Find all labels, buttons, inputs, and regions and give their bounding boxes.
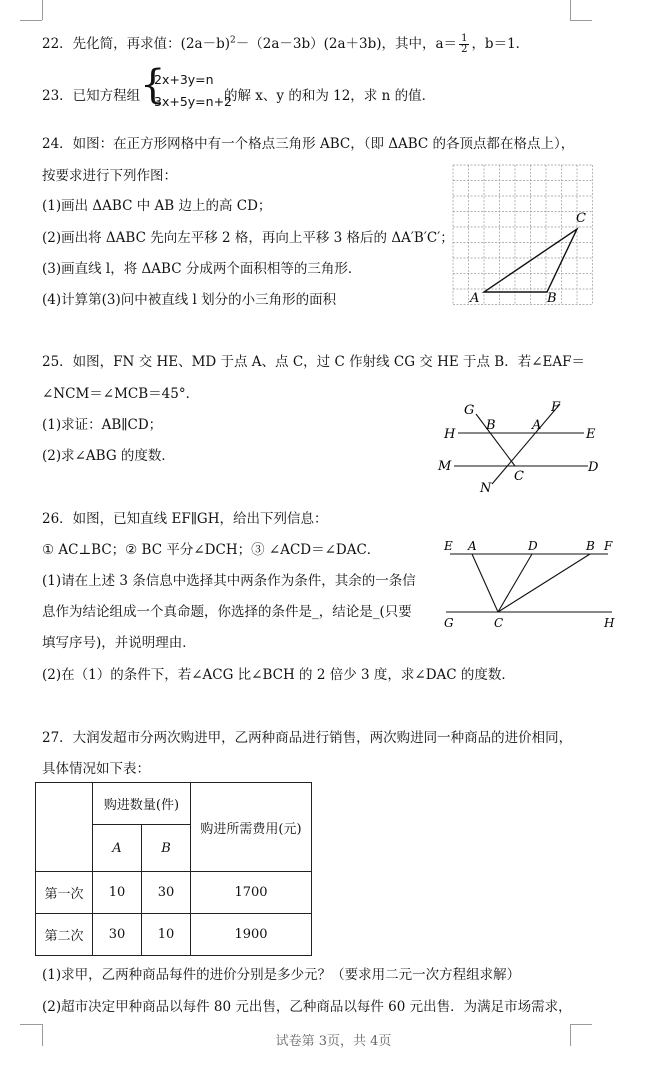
crop-mark-bottom-right-h [570, 1024, 592, 1025]
crop-mark-top-right-v [570, 0, 571, 20]
q26-line6: (2)在（1）的条件下，若∠ACG 比∠BCH 的 2 倍少 3 度，求∠DAC 的度数． [42, 667, 515, 683]
q27-item-2: (2)超市决定甲种商品以每件 80 元出售，乙种商品以每件 60 元出售．为满足市场需求， [42, 999, 572, 1015]
q27-line1: 27．大润发超市分两次购进甲，乙两种商品进行销售，两次购进同一种商品的进价相同， [42, 730, 573, 746]
q24-grid [453, 165, 593, 305]
q22-exponent: 2 [230, 35, 236, 46]
q25-label-b: B [486, 418, 496, 433]
q23-brace: { [140, 62, 166, 108]
table-row-label: 第二次 [36, 914, 93, 956]
q24-item-4: (4)计算第(3)问中被直线 l 划分的小三角形的面积 [42, 292, 337, 308]
q25-label-f: F [551, 400, 561, 415]
line-fn [492, 404, 560, 484]
q27-line2: 具体情况如下表： [42, 761, 150, 777]
q25-label-a: A [532, 418, 542, 433]
q26-line2: ① AC⊥BC；② BC 平分∠DCH；③ ∠ACD＝∠DAC． [42, 542, 381, 558]
q24-grid-figure [450, 162, 595, 307]
q26-line1: 26．如图，已知直线 EF∥GH，给出下列信息： [42, 511, 328, 527]
q24-item-2: (2)画出将 ΔABC 先向左平移 2 格，再向上平移 3 格后的 ΔA′B′C′； [42, 230, 454, 246]
table-header-cost: 购进所需费用(元) [191, 783, 312, 872]
q23-eq1: 2x+3y=n [154, 72, 214, 87]
table-cell-a: 30 [93, 914, 142, 956]
q22-fraction [459, 34, 469, 55]
q26-label-d: D [528, 539, 538, 553]
q24-item-3: (3)画直线 l，将 ΔABC 分成两个面积相等的三角形． [42, 261, 362, 277]
q26-label-b: B [586, 539, 595, 553]
q26-label-a: A [468, 539, 477, 553]
q22-text-mid: －（2a－3b）(2a＋3b)，其中，a＝ [235, 36, 458, 52]
q24-label-a: A [470, 291, 480, 306]
table-cell-a: 10 [93, 872, 142, 914]
table-row [36, 872, 312, 914]
q22-frac-num: 1 [461, 33, 468, 44]
q25-item-2: (2)求∠ABG 的度数． [42, 448, 175, 464]
q22-text-before: 22．先化简，再求值：(2a－b) [42, 36, 230, 52]
table-cell-cost: 1900 [191, 914, 312, 956]
q23-prefix: 23．已知方程组 [42, 88, 141, 104]
q24-label-b: B [547, 291, 557, 306]
table-col-a: A [93, 825, 142, 872]
segment-bc [498, 554, 590, 612]
q25-label-h: H [444, 427, 456, 442]
q22-frac-den: 2 [461, 44, 468, 55]
q25-label-c: C [514, 469, 524, 484]
q27-item-1: (1)求甲，乙两种商品每件的进价分别是多少元？（要求用二元一次方程组求解） [42, 967, 521, 983]
q26-label-e: E [444, 539, 453, 553]
q25-line1: 25．如图，FN 交 HE、MD 于点 A、点 C，过 C 作射线 CG 交 HE 于点 B．若∠EAF＝ [42, 354, 585, 370]
crop-mark-top-left-v [42, 0, 43, 20]
q23-suffix: 的解 x、y 的和为 12，求 n 的值． [224, 88, 436, 104]
crop-mark-bottom-left-h [20, 1024, 42, 1025]
question-23 [42, 62, 602, 114]
q25-label-m: M [438, 459, 452, 474]
q23-eq2: 3x+5y=n+2 [154, 94, 232, 109]
q27-purchase-table [35, 782, 312, 956]
q26-label-h: H [604, 616, 615, 630]
table-cell-b: 30 [142, 872, 191, 914]
table-header-qty: 购进数量(件) [93, 783, 191, 825]
q25-label-g: G [464, 403, 475, 418]
triangle-abc [484, 229, 577, 292]
q25-line2: ∠NCM＝∠MCB＝45°． [42, 386, 200, 402]
page-footer: 试卷第 3页，共 4页 [275, 1034, 392, 1049]
q25-label-e: E [586, 427, 596, 442]
q26-line5: 填写序号)，并说明理由． [42, 635, 196, 651]
q25-label-n: N [480, 481, 492, 496]
q25-figure [432, 398, 607, 496]
table-row [36, 914, 312, 956]
q26-label-f: F [604, 539, 613, 553]
q25-label-d: D [588, 460, 599, 475]
q22-text-after: ，b＝1． [471, 36, 530, 52]
q26-line3: (1)请在上述 3 条信息中选择其中两条作为条件，其余的一条信 [42, 573, 416, 589]
q26-line4: 息作为结论组成一个真命题，你选择的条件是_，结论是_(只要 [42, 604, 412, 620]
table-cell-b: 10 [142, 914, 191, 956]
q26-label-g: G [444, 616, 454, 630]
question-22 [42, 32, 529, 55]
table-corner-cell [36, 783, 93, 872]
q26-label-c: C [494, 616, 504, 630]
crop-mark-top-left-h [20, 20, 42, 21]
q24-intro: 24．如图：在正方形网格中有一个格点三角形 ABC，（即 ΔABC 的各顶点都在格点上）， [42, 136, 575, 152]
segment-ac [472, 554, 498, 612]
q26-figure [440, 536, 620, 632]
segment-dc [498, 554, 532, 612]
q24-item-1: (1)画出 ΔABC 中 AB 边上的高 CD； [42, 198, 272, 214]
q24-label-c: C [576, 211, 586, 226]
table-col-b: B [142, 825, 191, 872]
q25-item-1: (1)求证：AB∥CD； [42, 417, 163, 433]
crop-mark-top-right-h [570, 20, 592, 21]
table-row-label: 第一次 [36, 872, 93, 914]
table-cell-cost: 1700 [191, 872, 312, 914]
q24-line2: 按要求进行下列作图： [42, 168, 177, 184]
